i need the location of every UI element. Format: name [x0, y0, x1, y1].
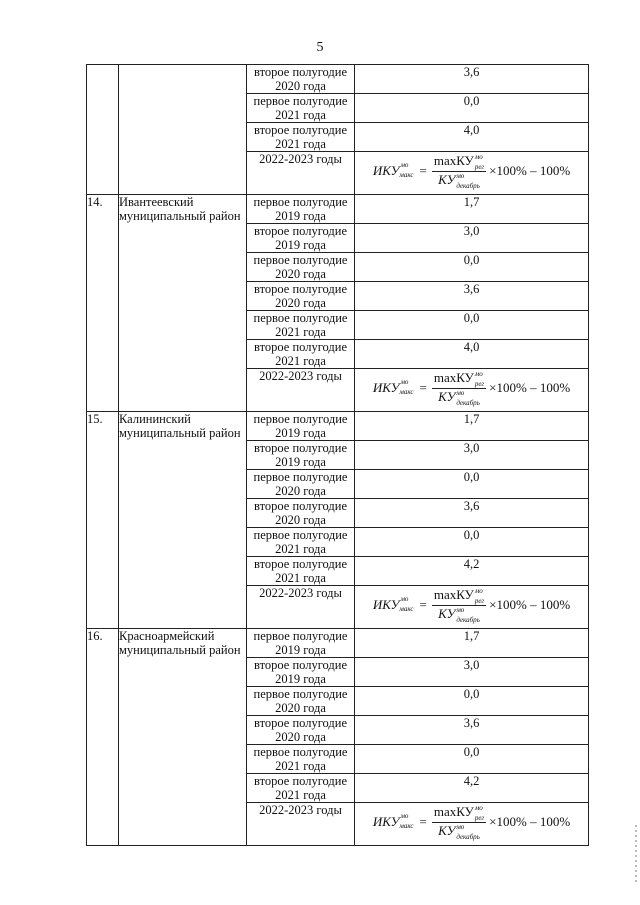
value-cell — [355, 195, 589, 224]
period-text: второе полугодие 2021 года — [253, 123, 348, 151]
formula-lhs: ИКУ — [372, 380, 400, 395]
period-cell — [247, 774, 355, 803]
period-cell — [247, 528, 355, 557]
period-cell — [247, 557, 355, 586]
period-cell — [247, 470, 355, 499]
period-text: второе полугодие 2019 года — [253, 441, 348, 469]
value-cell — [355, 94, 589, 123]
value-cell — [355, 528, 589, 557]
value-text: 4,2 — [463, 774, 480, 788]
value-text: 3,6 — [463, 716, 480, 730]
formula — [355, 803, 588, 841]
value-cell — [355, 123, 589, 152]
formula — [355, 586, 588, 624]
period-text: 2022-2023 годы — [259, 152, 342, 166]
formula — [355, 369, 588, 407]
period-text: второе полугодие 2020 года — [253, 65, 348, 93]
formula-num-sup: мо — [474, 369, 483, 378]
value-text: 0,0 — [463, 311, 480, 325]
period-cell — [247, 687, 355, 716]
row-number: 14. — [87, 195, 103, 209]
row-number: 16. — [87, 629, 103, 643]
value-text: 4,2 — [463, 557, 480, 571]
formula-denominator: КУ — [438, 822, 456, 838]
period-text: первое полугодие 2021 года — [253, 311, 348, 339]
value-cell — [355, 253, 589, 282]
period-cell — [247, 412, 355, 441]
period-cell — [247, 499, 355, 528]
row-number-cell — [87, 195, 119, 412]
value-cell — [355, 369, 589, 412]
formula-den-sub: декабрь — [456, 832, 480, 841]
period-cell — [247, 311, 355, 340]
formula-lhs-sup: мо — [400, 378, 409, 386]
table-row — [87, 65, 589, 94]
value-cell — [355, 152, 589, 195]
formula-num-sup: мо — [474, 152, 483, 161]
formula-numerator: maxКУ — [433, 369, 474, 385]
period-text: 2022-2023 годы — [259, 369, 342, 383]
value-text: 3,6 — [463, 65, 480, 79]
formula-tail: ×100% – 100% — [489, 163, 571, 178]
formula-lhs-sub: макс — [399, 388, 414, 396]
formula-denominator: КУ — [438, 171, 456, 187]
district-name-cell — [119, 629, 247, 846]
formula-numerator: maxКУ — [433, 152, 474, 168]
period-text: первое полугодие 2019 года — [253, 629, 348, 657]
formula-den-sub: декабрь — [456, 615, 480, 624]
district-name-cell — [119, 195, 247, 412]
district-name: Калининский муниципальный район — [119, 412, 241, 440]
period-cell — [247, 716, 355, 745]
table-row — [87, 195, 589, 224]
scan-edge-marks — [635, 825, 637, 885]
formula-fraction — [432, 588, 486, 623]
value-text: 3,0 — [463, 441, 480, 455]
period-cell — [247, 586, 355, 629]
formula-numerator: maxКУ — [433, 586, 474, 602]
row-number-cell — [87, 412, 119, 629]
period-text: второе полугодие 2020 года — [253, 499, 348, 527]
value-cell — [355, 499, 589, 528]
period-cell — [247, 123, 355, 152]
period-text: второе полугодие 2020 года — [253, 716, 348, 744]
value-text: 3,0 — [463, 224, 480, 238]
period-text: второе полугодие 2019 года — [253, 224, 348, 252]
value-text: 3,0 — [463, 658, 480, 672]
district-name-cell — [119, 412, 247, 629]
period-cell — [247, 152, 355, 195]
period-text: второе полугодие 2021 года — [253, 340, 348, 368]
period-text: 2022-2023 годы — [259, 586, 342, 600]
period-text: первое полугодие 2019 года — [253, 412, 348, 440]
period-text: первое полугодие 2019 года — [253, 195, 348, 223]
value-cell — [355, 412, 589, 441]
formula-lhs: ИКУ — [372, 163, 400, 178]
period-cell — [247, 195, 355, 224]
formula-denominator: КУ — [438, 388, 456, 404]
value-cell — [355, 311, 589, 340]
formula-lhs-sub: макс — [399, 171, 414, 179]
formula-num-sub: рег — [474, 813, 485, 822]
formula-lhs-sup: мо — [400, 595, 409, 603]
value-text: 0,0 — [463, 745, 480, 759]
value-text: 0,0 — [463, 94, 480, 108]
value-cell — [355, 340, 589, 369]
value-text: 0,0 — [463, 253, 480, 267]
formula-den-sup: мо — [456, 388, 465, 397]
value-text: 4,0 — [463, 123, 480, 137]
period-text: первое полугодие 2021 года — [253, 528, 348, 556]
period-text: первое полугодие 2020 года — [253, 253, 348, 281]
table-row — [87, 412, 589, 441]
value-text: 4,0 — [463, 340, 480, 354]
value-cell — [355, 803, 589, 846]
value-text: 3,6 — [463, 282, 480, 296]
formula-equals: = — [419, 597, 427, 612]
value-cell — [355, 282, 589, 311]
period-cell — [247, 369, 355, 412]
formula-equals: = — [419, 380, 427, 395]
formula-tail: ×100% – 100% — [489, 597, 571, 612]
formula-fraction — [432, 154, 486, 189]
period-cell — [247, 658, 355, 687]
period-text: второе полугодие 2021 года — [253, 557, 348, 585]
period-text: второе полугодие 2020 года — [253, 282, 348, 310]
formula-tail: ×100% – 100% — [489, 814, 571, 829]
row-number-cell — [87, 629, 119, 846]
value-cell — [355, 557, 589, 586]
value-cell — [355, 658, 589, 687]
period-cell — [247, 745, 355, 774]
period-cell — [247, 441, 355, 470]
row-number-cell — [87, 65, 119, 195]
value-cell — [355, 774, 589, 803]
formula-num-sub: рег — [474, 379, 485, 388]
formula-tail: ×100% – 100% — [489, 380, 571, 395]
period-text: второе полугодие 2019 года — [253, 658, 348, 686]
value-text: 0,0 — [463, 528, 480, 542]
value-text: 0,0 — [463, 470, 480, 484]
formula-lhs: ИКУ — [372, 814, 400, 829]
formula-lhs-sup: мо — [400, 812, 409, 820]
formula-denominator: КУ — [438, 605, 456, 621]
period-cell — [247, 803, 355, 846]
period-text: первое полугодие 2021 года — [253, 94, 348, 122]
formula-num-sup: мо — [474, 586, 483, 595]
period-cell — [247, 282, 355, 311]
period-cell — [247, 224, 355, 253]
value-cell — [355, 65, 589, 94]
formula-equals: = — [419, 163, 427, 178]
formula-lhs-sub: макс — [399, 605, 414, 613]
formula-lhs-sub: макс — [399, 822, 414, 830]
value-cell — [355, 687, 589, 716]
value-cell — [355, 441, 589, 470]
value-text: 1,7 — [463, 412, 480, 426]
period-text: первое полугодие 2020 года — [253, 687, 348, 715]
formula-den-sub: декабрь — [456, 398, 480, 407]
value-text: 3,6 — [463, 499, 480, 513]
formula-den-sub: декабрь — [456, 181, 480, 190]
value-cell — [355, 224, 589, 253]
period-text: второе полугодие 2021 года — [253, 774, 348, 802]
formula-fraction — [432, 805, 486, 840]
formula-equals: = — [419, 814, 427, 829]
value-cell — [355, 716, 589, 745]
value-cell — [355, 745, 589, 774]
indicator-table — [86, 64, 589, 846]
formula-den-sup: мо — [456, 605, 465, 614]
period-cell — [247, 94, 355, 123]
value-cell — [355, 629, 589, 658]
formula-numerator: maxКУ — [433, 803, 474, 819]
table-row — [87, 629, 589, 658]
value-text: 0,0 — [463, 687, 480, 701]
formula-num-sub: рег — [474, 596, 485, 605]
formula-den-sup: мо — [456, 822, 465, 831]
period-cell — [247, 253, 355, 282]
formula-den-sup: мо — [456, 171, 465, 180]
value-text: 1,7 — [463, 195, 480, 209]
formula-lhs-sup: мо — [400, 161, 409, 169]
period-text: первое полугодие 2021 года — [253, 745, 348, 773]
value-text: 1,7 — [463, 629, 480, 643]
period-text: первое полугодие 2020 года — [253, 470, 348, 498]
row-number: 15. — [87, 412, 103, 426]
district-name-cell — [119, 65, 247, 195]
value-cell — [355, 586, 589, 629]
period-text: 2022-2023 годы — [259, 803, 342, 817]
formula-num-sup: мо — [474, 803, 483, 812]
period-cell — [247, 340, 355, 369]
district-name: Ивантеевский муниципальный район — [119, 195, 241, 223]
formula-num-sub: рег — [474, 162, 485, 171]
period-cell — [247, 65, 355, 94]
formula-fraction — [432, 371, 486, 406]
formula-lhs: ИКУ — [372, 597, 400, 612]
value-cell — [355, 470, 589, 499]
period-cell — [247, 629, 355, 658]
page-number: 5 — [316, 40, 324, 55]
district-name: Красноармейский муниципальный район — [119, 629, 241, 657]
formula — [355, 152, 588, 190]
